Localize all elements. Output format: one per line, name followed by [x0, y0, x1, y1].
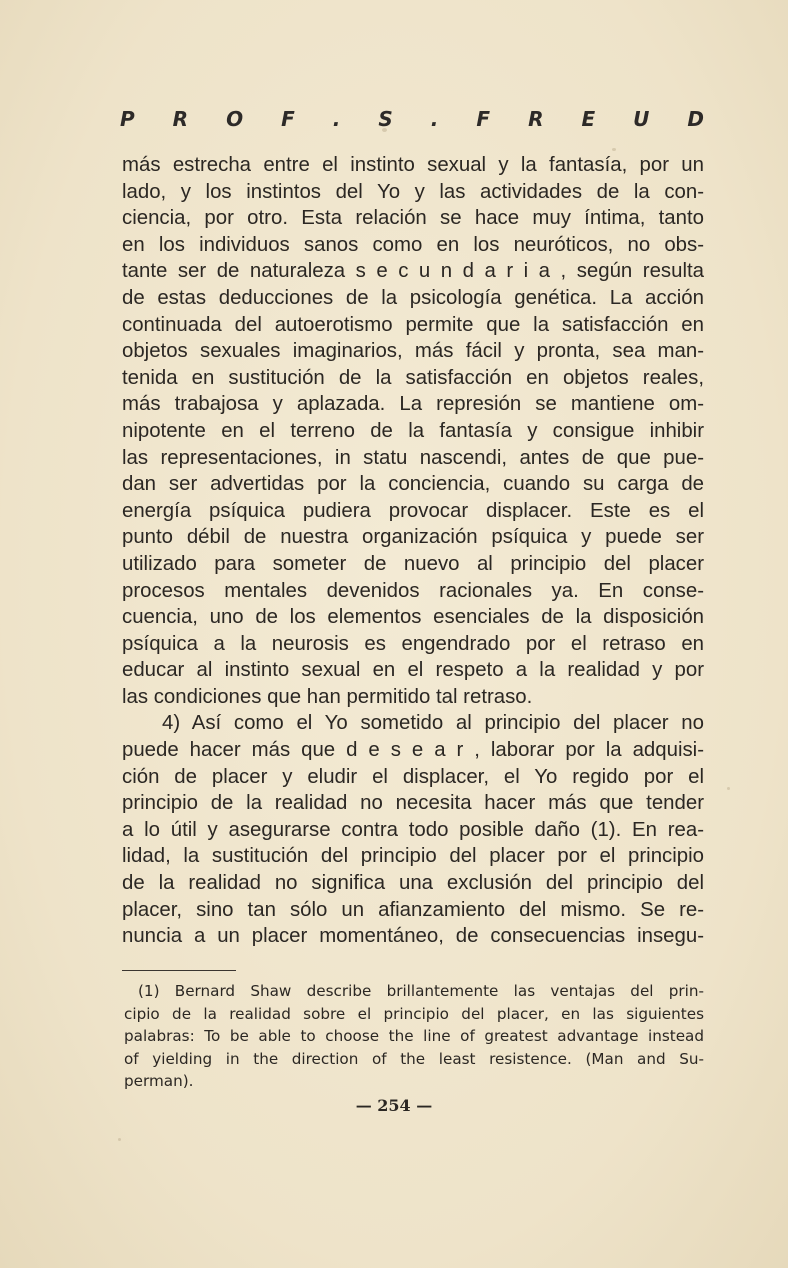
paper-speck	[382, 128, 387, 132]
running-head-letter: O	[226, 107, 244, 131]
text-line: de la realidad no significa una exclusión del principio del	[122, 872, 704, 895]
running-head	[120, 106, 704, 132]
text-line: nuncia a un placer momentáneo, de consecuencias insegu-	[122, 925, 704, 948]
running-head-letter: R	[528, 107, 544, 131]
text-line: procesos mentales devenidos racionales ya. En conse-	[122, 579, 704, 602]
text-line: educar al instinto sexual en el respeto a la realidad y por	[122, 659, 704, 682]
text-line: cuencia, uno de los elementos esenciales de la disposición	[122, 606, 704, 629]
text-line: tante ser de naturaleza s e c u n d a r i a , según resulta	[122, 260, 704, 283]
text-line: las condiciones que han permitido tal retraso.	[122, 685, 533, 708]
footnote-line: palabras: To be able to choose the line of greatest advantage instead	[124, 1027, 704, 1046]
text-line: energía psíquica pudiera provocar displacer. Este es el	[122, 499, 704, 522]
running-head-letter: R	[172, 107, 189, 131]
running-head-letter: .	[332, 107, 341, 131]
text-line: punto débil de nuestra organización psíquica y puede ser	[122, 526, 704, 549]
text-line: ciencia, por otro. Esta relación se hace muy íntima, tanto	[122, 207, 704, 230]
text-line: lado, y los instintos del Yo y las actividades de la con-	[122, 180, 704, 203]
text-line: las representaciones, in statu nascendi, antes de que pue-	[122, 446, 704, 469]
footnote-line: (1) Bernard Shaw describe brillantemente las ventajas del prin-	[138, 982, 704, 1000]
text-line: utilizado para someter de nuevo al principio del placer	[122, 552, 704, 575]
running-head-letter: U	[633, 107, 650, 131]
text-line: lidad, la sustitución del principio del placer por el principio	[122, 845, 704, 868]
text-line: en los individuos sanos como en los neuróticos, no obs-	[122, 233, 704, 256]
running-head-letter: S	[378, 107, 393, 131]
footnote	[124, 980, 704, 1093]
footnote-divider	[122, 970, 236, 971]
running-head-letter: F	[476, 107, 491, 131]
text-line: psíquica a la neurosis es engendrado por el retraso en	[122, 632, 704, 655]
text-line: a lo útil y asegurarse contra todo posible daño (1). En rea-	[122, 818, 704, 841]
text-line: tenida en sustitución de la satisfacción en objetos reales,	[122, 366, 704, 389]
paper-speck	[612, 148, 616, 151]
text-line: nipotente en el terreno de la fantasía y consigue inhibir	[122, 419, 704, 442]
running-head-letter: F	[281, 107, 295, 131]
text-line: principio de la realidad no necesita hacer más que tender	[122, 792, 704, 815]
running-head-letter: E	[581, 107, 596, 131]
text-line: más estrecha entre el instinto sexual y la fantasía, por un	[122, 154, 704, 176]
running-head-letter: .	[430, 107, 439, 131]
footnote-line: perman).	[124, 1072, 194, 1091]
text-line: ción de placer y eludir el displacer, el Yo regido por el	[122, 765, 704, 788]
paper-speck	[727, 787, 730, 790]
paragraph-start-line: 4) Así como el Yo sometido al principio del placer no	[162, 712, 704, 735]
text-line: continuada del autoerotismo permite que la satisfacción en	[122, 313, 704, 336]
text-line: placer, sino tan sólo un afianzamiento del mismo. Se re-	[122, 898, 704, 921]
footnote-line: cipio de la realidad sobre el principio del placer, en las siguientes	[124, 1004, 704, 1023]
running-head-letter: P	[120, 107, 135, 131]
text-line: dan ser advertidas por la conciencia, cuando su carga de	[122, 473, 704, 496]
page-number: — 254 —	[355, 1096, 433, 1115]
paper-speck	[118, 1138, 121, 1141]
footnote-line: of yielding in the direction of the least resistence. (Man and Su-	[124, 1049, 704, 1068]
text-line: de estas deducciones de la psicología genética. La acción	[122, 286, 704, 309]
text-line: más trabajosa y aplazada. La represión se mantiene om-	[122, 393, 704, 416]
body-text	[122, 152, 704, 950]
text-line: puede hacer más que d e s e a r , laborar por la adquisi-	[122, 739, 704, 762]
running-head-letter: D	[687, 107, 704, 131]
text-line: objetos sexuales imaginarios, más fácil y pronta, sea man-	[122, 340, 704, 363]
